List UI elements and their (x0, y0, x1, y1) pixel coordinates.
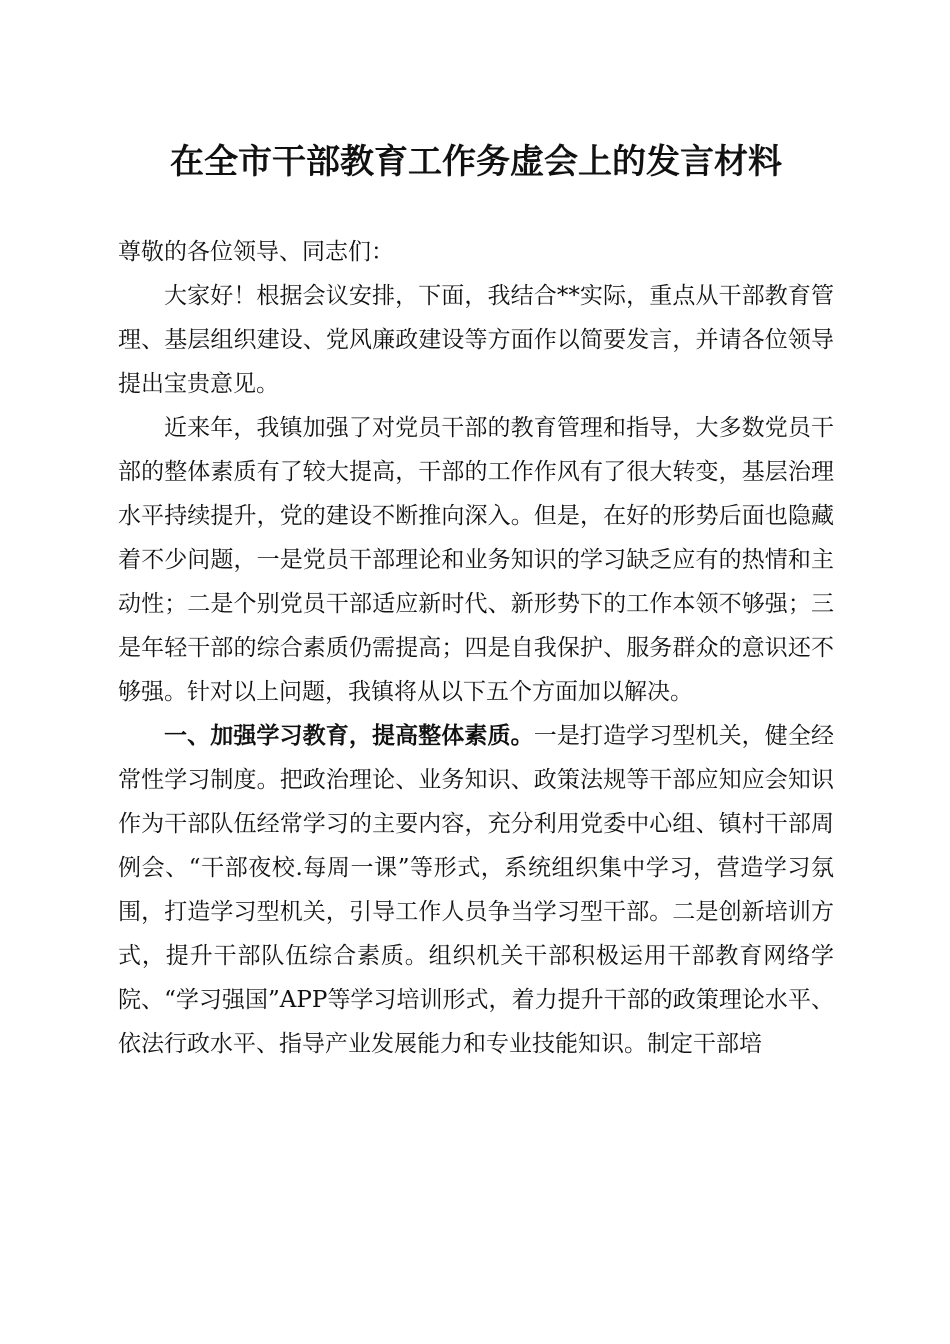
document-title: 在全市干部教育工作务虚会上的发言材料 (170, 142, 782, 182)
section-one-text: 一是打造学习型机关，健全经常性学习制度。把政治理论、业务知识、政策法规等干部应知应会知识作为干部队伍经常学习的主要内容，充分利用党委中心组、镇村干部周例会、“干部夜校.每周一课”等形式，系统组织集中学习，营造学习氛围，打造学习型机关，引导工作人员争当学习型干部。二是创新培训方式，提升干部队伍综合素质。组织机关干部积极运用干部教育网络学院、“学习强国”APP等学习培训形式，着力提升干部的政策理论水平、依法行政水平、指导产业发展能力和专业技能知识。制定干部培 (118, 723, 835, 1057)
paragraph-opening-text: 大家好！根据会议安排，下面，我结合**实际，重点从干部教育管理、基层组织建设、党风廉政建设等方面作以简要发言，并请各位领导提出宝贵意见。 (118, 283, 834, 397)
document-page (118, 130, 834, 1066)
salutation: 尊敬的各位领导、同志们： (118, 239, 394, 265)
paragraph-section-one (118, 714, 834, 1066)
section-one-heading: 一、加强学习教育，提高整体素质。 (164, 722, 534, 749)
paragraph-opening (118, 274, 834, 406)
paragraph-situation-text: 近来年，我镇加强了对党员干部的教育管理和指导，大多数党员干部的整体素质有了较大提高，干部的工作作风有了很大转变，基层治理水平持续提升，党的建设不断推向深入。但是，在好的形势后面也隐藏着不少问题，一是党员干部理论和业务知识的学习缺乏应有的热情和主动性；二是个别党员干部适应新时代、新形势下的工作本领不够强；三是年轻干部的综合素质仍需提高；四是自我保护、服务群众的意识还不够强。针对以上问题，我镇将从以下五个方面加以解决。 (118, 415, 834, 705)
paragraph-situation (118, 406, 834, 714)
